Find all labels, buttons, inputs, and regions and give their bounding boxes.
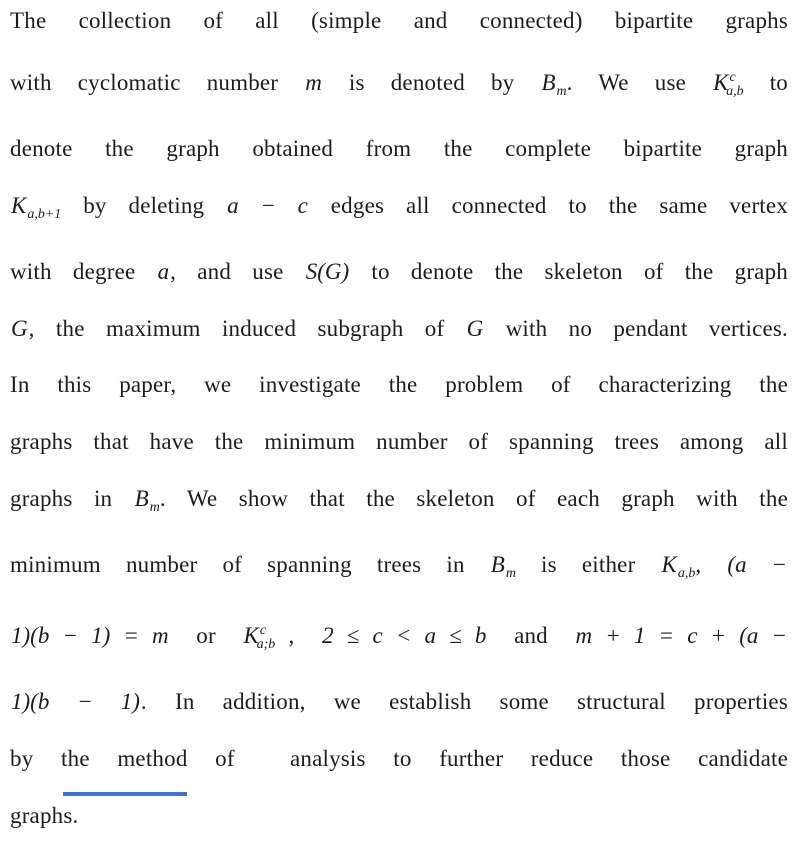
text-segment: In this paper, we investigate the problem of characterizing the: [10, 372, 788, 398]
text-line: [10, 301, 788, 358]
math-segment: a: [157, 258, 170, 284]
math-segment: (a −: [727, 552, 787, 578]
math-segment: m: [505, 566, 516, 582]
math-segment: a,b: [726, 83, 744, 99]
math-segment: m + 1 = c + (a −: [575, 623, 787, 649]
math-segment: m: [556, 83, 567, 99]
text-line: [10, 0, 788, 50]
text-segment: . We use: [566, 69, 713, 95]
math-segment: K: [661, 552, 677, 578]
text-segment: denote the graph obtained from the complete bipartite graph: [10, 135, 788, 161]
text-segment: edges all connected to the same vertex: [308, 192, 789, 218]
text-segment: graphs that have the minimum number of spanning trees among all: [10, 429, 788, 455]
text-segment: ,: [695, 552, 727, 578]
text-line: [10, 788, 788, 845]
text-segment: ,: [275, 623, 322, 649]
text-segment: graphs.: [10, 802, 79, 828]
text-segment: with cyclomatic number: [10, 69, 305, 95]
text-segment: to denote the skeleton of the graph: [350, 258, 788, 284]
math-segment: 2 ≤ c < a ≤ b: [322, 623, 487, 649]
text-segment: to: [743, 69, 788, 95]
text-segment: by deleting: [61, 192, 227, 218]
text-line: [10, 357, 788, 414]
math-segment: B: [490, 552, 505, 578]
text-line: [10, 603, 788, 674]
text-segment: graphs in: [10, 486, 134, 512]
blue-accent-bar: [63, 792, 187, 796]
text-segment: , the maximum induced subgraph of: [28, 315, 466, 341]
math-segment: 1)(b − 1): [11, 688, 140, 714]
text-segment: , and use: [170, 258, 305, 284]
text-segment: The collection of all (simple and connected) bipartite graphs: [10, 8, 788, 33]
math-segment: m: [149, 500, 160, 516]
math-segment: a;b: [256, 637, 276, 653]
text-segment: or: [169, 623, 243, 649]
text-line: [10, 674, 788, 731]
math-segment: K: [11, 192, 27, 218]
text-line: [10, 414, 788, 471]
text-line: [10, 50, 788, 121]
text-segment: is denoted by: [322, 69, 541, 95]
math-segment: K: [713, 69, 729, 95]
math-segment: c: [259, 623, 267, 639]
text-segment: . We show that the skeleton of each graph with the: [159, 486, 788, 512]
math-segment: a − c: [227, 192, 308, 218]
text-line: [10, 244, 788, 301]
text-segment: and: [487, 623, 575, 649]
math-segment: a,b: [677, 566, 696, 582]
text-segment: minimum number of spanning trees in: [10, 552, 490, 578]
math-segment: B: [541, 69, 556, 95]
text-line: [10, 178, 788, 244]
text-line: [10, 731, 788, 788]
math-segment: G: [466, 315, 484, 341]
text-segment: by the method of analysis to further reduce those candidate: [10, 745, 788, 771]
text-line: [10, 121, 788, 178]
text-segment: . In addition, we establish some structural properties: [140, 688, 788, 714]
math-segment: B: [134, 486, 149, 512]
math-segment: 1)(b − 1) = m: [11, 623, 169, 649]
text-segment: with degree: [10, 258, 157, 284]
math-segment: K: [243, 623, 259, 649]
math-segment: c: [729, 69, 736, 85]
text-segment: is either: [515, 552, 661, 578]
math-segment: G: [11, 315, 28, 341]
text-segment: with no pendant vertices.: [484, 315, 788, 341]
math-segment: m: [305, 69, 322, 95]
math-segment: S(G): [305, 258, 350, 284]
math-segment: a,b+1: [27, 206, 62, 222]
text-line: [10, 471, 788, 537]
text-line: [10, 537, 788, 603]
abstract-paragraph: [10, 0, 788, 845]
